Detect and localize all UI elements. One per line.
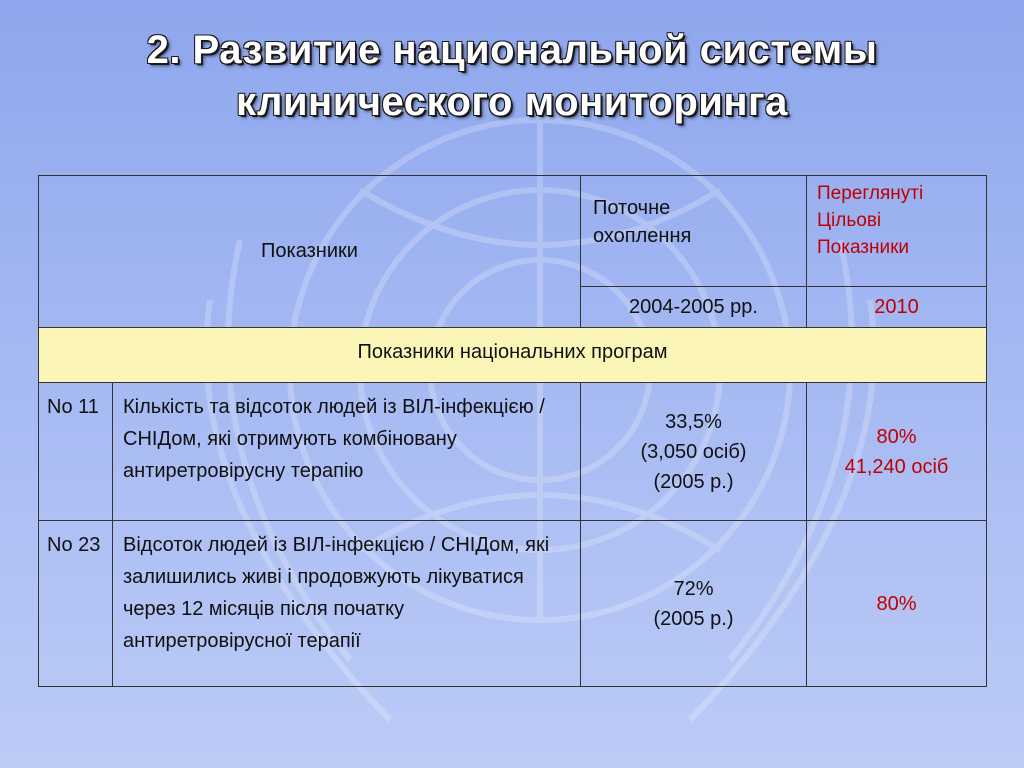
- row-number: [39, 383, 113, 521]
- header-current-years-label: 2004-2005 рр.: [628, 295, 758, 318]
- indicators-table: [38, 175, 987, 687]
- slide-title-line-2: клинического мониторинга: [236, 80, 788, 124]
- header-revised-targets: [807, 176, 987, 287]
- row-current-value-line-2: (3,050 осіб): [640, 440, 747, 463]
- row-current-value-line-1: 72%: [673, 577, 714, 600]
- section-national-programs-label: Показники національних програм: [357, 340, 668, 363]
- header-revised-targets-line-2: Цільові: [817, 210, 882, 231]
- row-current-value-line-3: (2005 р.): [653, 470, 734, 493]
- header-revised-targets-line-1: Переглянуті: [817, 183, 924, 204]
- row-target-value: [807, 521, 987, 687]
- table-row: [39, 383, 987, 521]
- header-indicators: [39, 176, 581, 328]
- row-target-value: [807, 383, 987, 521]
- header-current-years: [581, 287, 807, 328]
- row-number: [39, 521, 113, 687]
- row-description: [113, 383, 581, 521]
- row-current-value: [581, 383, 807, 521]
- row-current-value: [581, 521, 807, 687]
- row-description-text: Відсоток людей із ВІЛ-інфекцією / СНІДом, які залишились живі і продовжують лікуватися через 12 місяців після початку антиретровірусної терапії: [123, 534, 550, 652]
- row-current-value-line-1: 33,5%: [665, 410, 722, 433]
- row-target-value-line-2: 41,240 осіб: [844, 455, 949, 478]
- header-indicators-label: Показники: [261, 240, 358, 262]
- table-row: [39, 521, 987, 687]
- slide-title-line-1: 2. Развитие национальной системы: [146, 28, 878, 72]
- header-current-coverage-line-2: охоплення: [593, 225, 692, 247]
- row-target-value-line-1: 80%: [876, 592, 917, 615]
- header-current-coverage-line-1: Поточне: [593, 197, 671, 219]
- header-target-year: [807, 287, 987, 328]
- section-national-programs: [39, 328, 987, 383]
- header-current-coverage: [581, 176, 807, 287]
- row-description: [113, 521, 581, 687]
- slide-title: [0, 24, 1024, 128]
- row-current-value-line-2: (2005 р.): [653, 607, 734, 630]
- header-target-year-label: 2010: [874, 295, 919, 318]
- header-revised-targets-line-3: Показники: [817, 237, 910, 258]
- row-target-value-line-1: 80%: [876, 425, 917, 448]
- row-number-label: No 23: [47, 534, 101, 556]
- row-description-text: Кількість та відсоток людей із ВІЛ-інфекцією / СНІДом, які отримують комбіновану антиретровірусну терапію: [123, 396, 545, 482]
- row-number-label: No 11: [47, 396, 99, 418]
